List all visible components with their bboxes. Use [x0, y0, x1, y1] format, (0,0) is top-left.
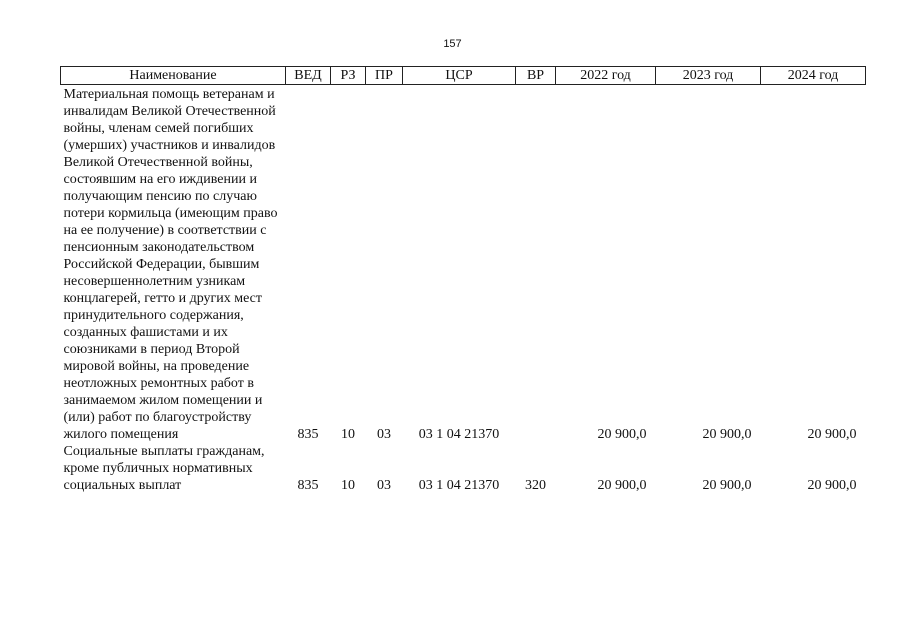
- table-row: [61, 443, 866, 494]
- row-2023: 20 900,0: [702, 427, 752, 442]
- row-csr: 03 1 04 21370: [418, 478, 500, 493]
- header-name: Наименование: [61, 67, 286, 85]
- header-rz: РЗ: [331, 67, 366, 85]
- header-ved: ВЕД: [286, 67, 331, 85]
- row-name: Материальная помощь ветеранам и инвалидам Великой Отечественной войны, членам семей погибших (умерших) участников и инвалидов Великой Отечественной войны, состоявшим на его иждивении и получающим пенсию по случаю потери кормильца (имеющим право на ее получение) в соответствии с пенсионным законодательством Российской Федерации, бывшим несовершеннолетним узникам концлагерей, гетто и других мест принудительного содержания, созданных фашистами и их союзниками в период Второй мировой войны, на проведение неотложных ремонтных работ в занимаемом жилом помещении и (или) работ по благоустройству жилого помещения: [63, 87, 278, 442]
- header-pr: ПР: [366, 67, 403, 85]
- budget-table: [60, 66, 866, 494]
- row-ved: 835: [297, 427, 319, 442]
- table-row: [61, 85, 866, 444]
- row-2023: 20 900,0: [702, 478, 752, 493]
- row-rz: 10: [341, 427, 355, 442]
- row-ved: 835: [297, 478, 319, 493]
- row-2022: 20 900,0: [597, 478, 647, 493]
- row-vr: 320: [525, 478, 546, 493]
- row-pr: 03: [377, 478, 391, 493]
- row-2024: 20 900,0: [807, 427, 857, 442]
- row-pr: 03: [377, 427, 391, 442]
- table-header-row: [61, 67, 866, 85]
- header-vr: ВР: [516, 67, 556, 85]
- row-name: Социальные выплаты гражданам, кроме публичных нормативных социальных выплат: [63, 444, 265, 493]
- page-number: 157: [443, 38, 462, 50]
- header-2022: 2022 год: [556, 67, 656, 85]
- header-2023: 2023 год: [656, 67, 761, 85]
- row-csr: 03 1 04 21370: [418, 427, 500, 442]
- header-2024: 2024 год: [761, 67, 866, 85]
- row-rz: 10: [341, 478, 355, 493]
- header-csr: ЦСР: [403, 67, 516, 85]
- row-2024: 20 900,0: [807, 478, 857, 493]
- row-vr: [516, 85, 556, 444]
- row-2022: 20 900,0: [597, 427, 647, 442]
